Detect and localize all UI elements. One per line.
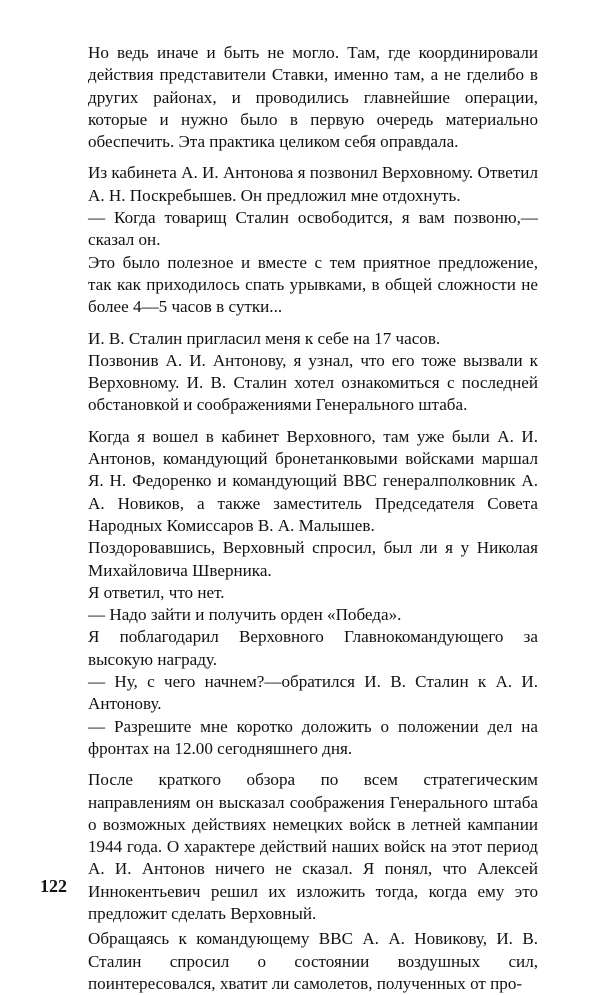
paragraph: Я поблагодарил Верховного Главнокомандующего за высокую награду. (88, 627, 538, 669)
paragraph: Из кабинета А. И. Антонова я позвонил Верховному. Ответил А. Н. Поскребышев. Он предложил мне отдохнуть. (88, 163, 538, 205)
paragraph: — Ну, с чего начнем?—обратился И. В. Сталин к А. И. Антонову. (88, 672, 538, 714)
paragraph: Это было полезное и вместе с тем приятное предложение, так как приходилось спать урывками, в общей сложности не более 4—5 часов в сутки... (88, 252, 538, 317)
paragraph: После краткого обзора по всем стратегическим направлениям он высказал соображения Генерального штаба о возможных действиях немецких войск в летней кампании 1944 года. О характере действий наших войск на этот период А. И. Антонов ничего не сказал. Я понял, что Алексей Иннокентьевич решил их изложить тогда, когда ему это предложит сделать Верховный. (88, 770, 538, 923)
paragraph: Когда я вошел в кабинет Верховного, там уже были А. И. Антонов, командующий бронетанковыми войсками маршал Я. Н. Федоренко и командующий ВВС генералполковник А. А. Новиков, а также заместитель Председателя Совета Народных Комиссаров В. А. Малышев. (88, 426, 538, 535)
paragraph: Обращаясь к командующему ВВС А. А. Новикову, И. В. Сталин спросил о состоянии воздушных сил, поинтересовался, хватит ли самолетов, полученных от про- (88, 929, 538, 993)
paragraph: — Надо зайти и получить орден «Победа». (88, 605, 402, 625)
paragraph: Я ответил, что нет. (88, 582, 225, 602)
paragraph: Но ведь иначе и быть не могло. Там, где координировали действия представители Ставки, именно там, а не гделибо в других районах, и проводились главнейшие операции, которые и нужно было в первую очередь материально обеспечить. Эта практика целиком себя оправдала. (88, 43, 538, 152)
paragraph: — Разрешите мне коротко доложить о положении дел на фронтах на 12.00 сегодняшнего дня. (88, 716, 538, 758)
paragraph: И. В. Сталин пригласил меня к себе на 17 часов. (88, 328, 441, 348)
paragraph: Поздоровавшись, Верховный спросил, был ли я у Николая Михайловича Шверника. (88, 538, 538, 580)
paragraph: — Когда товарищ Сталин освободится, я вам позвоню,— сказал он. (88, 208, 538, 250)
page-number: 122 (40, 876, 67, 896)
page-body-text (88, 42, 538, 995)
paragraph: Позвонив А. И. Антонову, я узнал, что его тоже вызвали к Верховному. И. В. Сталин хотел ознакомиться с последней обстановкой и соображениями Генерального штаба. (88, 350, 538, 415)
